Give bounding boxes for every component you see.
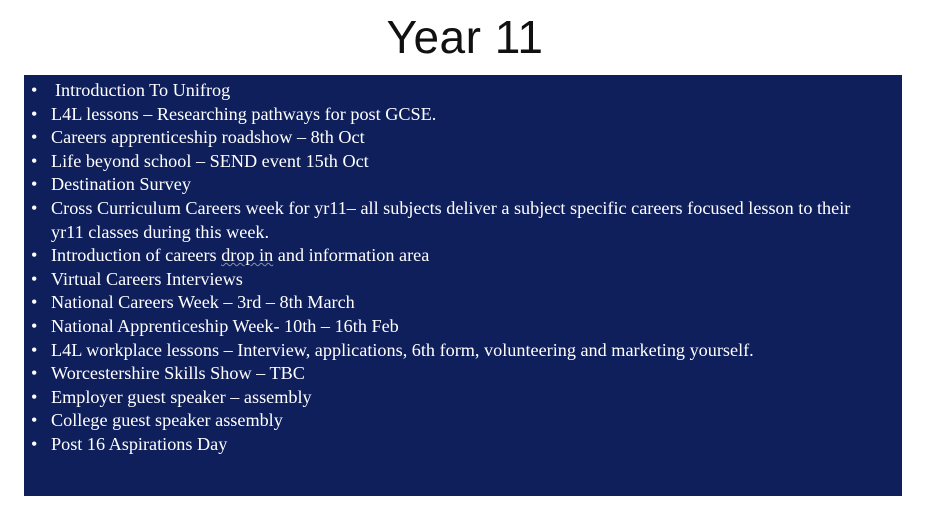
list-item-text-before: Introduction of careers — [51, 245, 222, 266]
list-item — [31, 244, 882, 268]
slide-title: Year 11 — [386, 11, 544, 63]
bullet-icon: • — [31, 103, 38, 124]
list-item-text-after: and information area — [273, 245, 430, 266]
list-item — [31, 126, 882, 150]
bullet-icon: • — [31, 174, 38, 195]
spellcheck-marked-text: drop in — [221, 245, 274, 266]
bullet-icon: • — [31, 386, 38, 407]
bullet-icon: • — [31, 292, 38, 313]
list-item-text: Virtual Careers Interviews — [51, 268, 243, 289]
list-item-text: National Careers Week – 3rd – 8th March — [51, 292, 355, 313]
list-item-text: Life beyond school – SEND event 15th Oct — [51, 150, 369, 171]
bullet-icon: • — [31, 150, 38, 171]
list-item-text: Employer guest speaker – assembly — [51, 386, 312, 407]
content-panel — [24, 75, 902, 496]
list-item-text: Introduction To Unifrog — [55, 80, 231, 100]
bullet-icon: • — [31, 363, 38, 384]
list-item — [31, 150, 882, 174]
bullet-list — [31, 79, 882, 457]
list-item-text — [51, 245, 429, 265]
list-item-text: National Apprenticeship Week- 10th – 16th Feb — [51, 315, 399, 336]
list-item — [31, 197, 882, 244]
list-item-text: College guest speaker assembly — [51, 410, 283, 431]
list-item — [31, 79, 882, 103]
bullet-icon: • — [31, 315, 38, 336]
list-item — [31, 291, 882, 315]
bullet-icon: • — [31, 197, 38, 218]
list-item — [31, 173, 882, 197]
list-item-text: Post 16 Aspirations Day — [51, 433, 228, 454]
list-item — [31, 315, 882, 339]
bullet-icon: • — [31, 339, 38, 360]
list-item — [31, 339, 882, 363]
list-item — [31, 433, 882, 457]
bullet-icon: • — [31, 80, 38, 100]
bullet-icon: • — [31, 245, 38, 266]
list-item — [31, 268, 882, 292]
list-item — [31, 362, 882, 386]
list-item-text: L4L lessons – Researching pathways for post GCSE. — [51, 103, 437, 124]
list-item — [31, 409, 882, 433]
list-item — [31, 386, 882, 410]
list-item-text: Cross Curriculum Careers week for yr11– all subjects deliver a subject specific careers focused lesson to their yr11 classes during this week. — [51, 197, 851, 242]
list-item-text: Worcestershire Skills Show – TBC — [51, 363, 305, 384]
list-item-text: Destination Survey — [51, 174, 191, 195]
list-item-text: Careers apprenticeship roadshow – 8th Oct — [51, 127, 365, 148]
bullet-icon: • — [31, 268, 38, 289]
bullet-icon: • — [31, 410, 38, 431]
list-item-text: L4L workplace lessons – Interview, applications, 6th form, volunteering and marketing yourself. — [51, 339, 754, 360]
bullet-icon: • — [31, 433, 38, 454]
list-item — [31, 103, 882, 127]
bullet-icon: • — [31, 127, 38, 148]
